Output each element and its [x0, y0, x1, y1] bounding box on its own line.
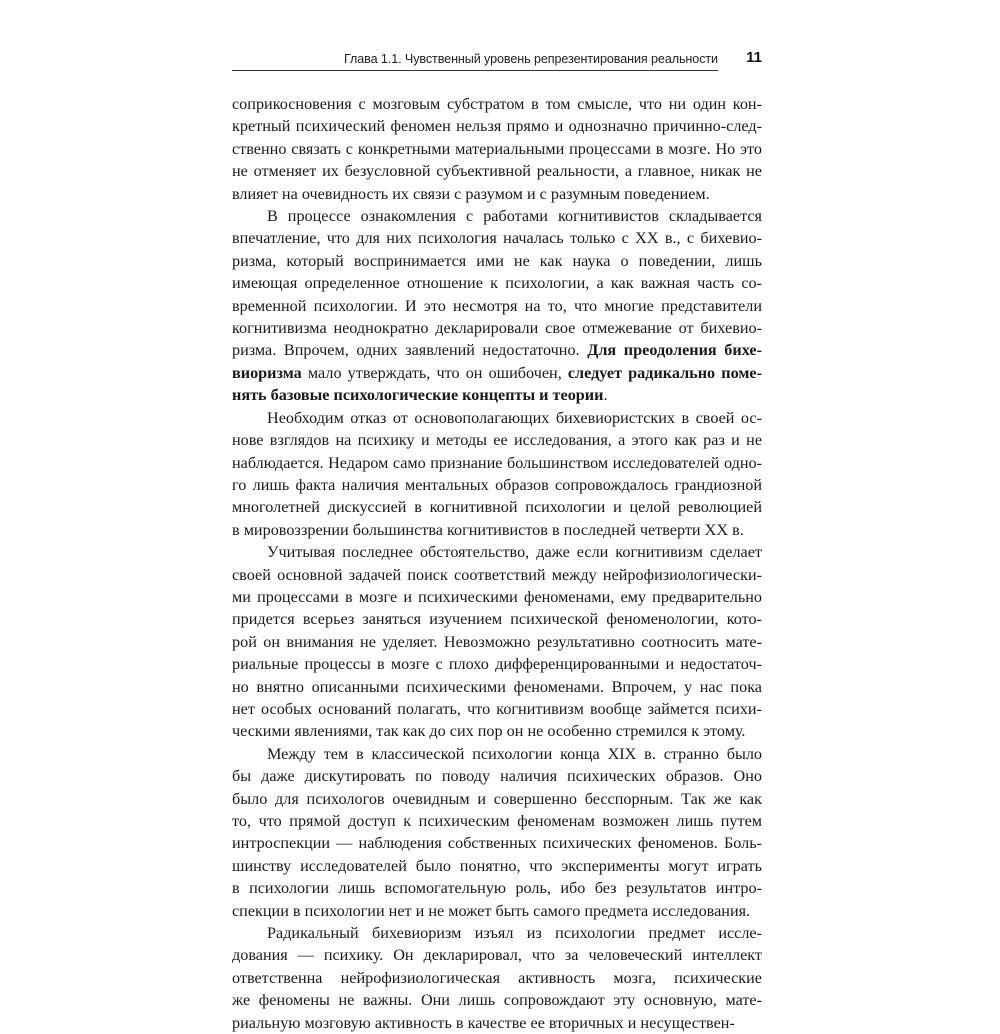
- text-line: [232, 855, 762, 877]
- text-line: [232, 922, 762, 944]
- text-line: [232, 317, 762, 339]
- bold-text: Для преодоления бихе-: [587, 341, 762, 360]
- text-run: риальную мозговую активность в качестве ее вторичных и несуществен-: [232, 1013, 735, 1032]
- text-run: имеющая определенное отношение к психологии, а как важная часть со-: [232, 274, 762, 293]
- text-run: мало утверждать, что он ошибочен,: [301, 363, 568, 382]
- text-run: но внятно описанными психическими феноменами. Впрочем, у нас пока: [232, 677, 762, 696]
- text-run: в мировоззрении большинства когнитивистов в последней четверти XX в.: [232, 520, 744, 539]
- text-run: когнитивизма неоднократно декларировали свое отмежевание от бихевио-: [232, 319, 762, 338]
- text-run: ризма. Впрочем, одних заявлений недостаточно.: [232, 341, 588, 360]
- text-line: [232, 205, 762, 227]
- text-run: .: [603, 386, 608, 405]
- page-number: 11: [746, 49, 762, 66]
- text-run: же феномены не важны. Они лишь сопровождают эту основную, мате-: [232, 991, 762, 1010]
- header-rule: [232, 70, 718, 71]
- text-line: [232, 183, 762, 205]
- text-run: шинству исследователей было понятно, что эксперименты могут играть: [232, 856, 762, 875]
- text-run: впечатление, что для них психология началась только с XX в., с бихевио-: [232, 229, 762, 248]
- text-line: [232, 586, 762, 608]
- text-line: [232, 160, 762, 182]
- text-line: [232, 698, 762, 720]
- text-line: [232, 339, 762, 361]
- text-line: [232, 967, 762, 989]
- text-run: многолетней дискуссией в когнитивной психологии и целой революцией: [232, 498, 762, 517]
- text-line: [232, 474, 762, 496]
- text-line: [232, 989, 762, 1011]
- bold-text: виоризма: [232, 363, 302, 382]
- text-run: в психологии лишь вспомогательную роль, ибо без результатов интро-: [232, 879, 762, 898]
- text-run: Между тем в классической психологии конца XIX в. странно было: [267, 744, 762, 763]
- text-run: дования — психику. Он декларировал, что за человеческий интеллект: [232, 946, 762, 965]
- text-line: [232, 765, 762, 787]
- text-run: ответственна нейрофизиологическая активность мозга, психические: [232, 968, 762, 987]
- paragraph: [232, 922, 762, 1034]
- text-run: бы даже дискутировать по поводу наличия психических образов. Оно: [232, 767, 762, 786]
- text-run: соприкосновения с мозговым субстратом в том смысле, что ни один кон-: [232, 95, 762, 113]
- text-run: своей основной задачей поиск соответствий между нейрофизиологически-: [232, 565, 762, 584]
- text-run: Учитывая последнее обстоятельство, даже если когнитивизм сделает: [267, 543, 762, 562]
- text-run: риальные процессы в мозге с плохо дифференцированными и недостаточ-: [232, 655, 762, 674]
- text-line: [232, 519, 762, 541]
- text-run: было для психологов очевидным и совершенно бесспорным. Так же как: [232, 789, 762, 808]
- text-run: кретный психический феномен нельзя прямо и однозначно причинно-след-: [232, 117, 762, 136]
- text-run: спекции в психологии нет и не может быть самого предмета исследования.: [232, 901, 751, 920]
- text-line: [232, 250, 762, 272]
- text-run: ческими явлениями, так как до сих пор он не особенно стремился к этому.: [232, 722, 746, 741]
- text-run: интроспекции — наблюдения собственных психических феноменов. Боль-: [232, 834, 762, 853]
- paragraph: [232, 743, 762, 922]
- text-run: Радикальный бихевиоризм изъял из психологии предмет иссле-: [267, 924, 762, 943]
- text-line: [232, 564, 762, 586]
- text-run: временной психологии. И это несмотря на то, что многие представители: [232, 296, 762, 315]
- text-line: [232, 272, 762, 294]
- text-line: [232, 832, 762, 854]
- text-line: [232, 653, 762, 675]
- text-run: не отменяет их безусловной субъективной реальности, а главное, никак не: [232, 162, 762, 181]
- text-line: [232, 676, 762, 698]
- text-line: [232, 115, 762, 137]
- text-line: [232, 1012, 762, 1034]
- text-run: нет особых оснований полагать, что когнитивизм вообще займется психи-: [232, 699, 762, 718]
- text-run: ственно связать с конкретными материальными процессами в мозге. Но это: [232, 139, 762, 158]
- running-title: Глава 1.1. Чувственный уровень репрезентирования реальности: [343, 52, 718, 66]
- text-run: придется всерьез заняться изучением психической феноменологии, кото-: [232, 610, 762, 629]
- text-line: [232, 608, 762, 630]
- text-line: [232, 138, 762, 160]
- text-line: [232, 900, 762, 922]
- text-run: то, что прямой доступ к психическим феноменам возможен лишь путем: [232, 812, 762, 830]
- text-run: ризма, который воспринимается ими не как наука о поведении, лишь: [232, 251, 762, 270]
- text-run: нове взглядов на психику и методы ее исследования, а этого как раз и не: [232, 431, 762, 450]
- text-line: [232, 788, 762, 810]
- text-run: наблюдается. Недаром само признание большинством исследователей одно-: [232, 453, 762, 472]
- text-run: Необходим отказ от основополагающих бихевиористских в своей ос-: [267, 408, 762, 427]
- text-line: [232, 429, 762, 451]
- text-line: [232, 944, 762, 966]
- bold-text: нять базовые психологические концепты и теории: [232, 386, 604, 405]
- text-run: влияет на очевидность их связи с разумом и с разумным поведением.: [232, 184, 710, 203]
- body-text: [232, 93, 762, 1034]
- text-line: [232, 496, 762, 518]
- text-line: [232, 810, 762, 832]
- text-line: [232, 877, 762, 899]
- text-line: [232, 720, 762, 742]
- bold-text: следует радикально поме-: [567, 363, 762, 382]
- text-run: рой он внимания не уделяет. Невозможно результативно соотносить мате-: [232, 632, 762, 651]
- text-line: [232, 452, 762, 474]
- text-line: [232, 743, 762, 765]
- paragraph: [232, 205, 762, 407]
- paragraph: [232, 541, 762, 743]
- text-line: [232, 362, 762, 384]
- text-run: го лишь факта наличия ментальных образов сопровождалось грандиозной: [232, 475, 762, 494]
- text-line: [232, 541, 762, 563]
- text-line: [232, 93, 762, 115]
- paragraph: [232, 93, 762, 205]
- text-line: [232, 384, 762, 406]
- text-run: В процессе ознакомления с работами когнитивистов складывается: [267, 207, 762, 226]
- text-line: [232, 295, 762, 317]
- text-line: [232, 407, 762, 429]
- text-line: [232, 227, 762, 249]
- running-head: [232, 49, 762, 74]
- text-run: ми процессами в мозге и психическими феноменами, ему предварительно: [232, 587, 762, 606]
- paragraph: [232, 407, 762, 541]
- text-line: [232, 631, 762, 653]
